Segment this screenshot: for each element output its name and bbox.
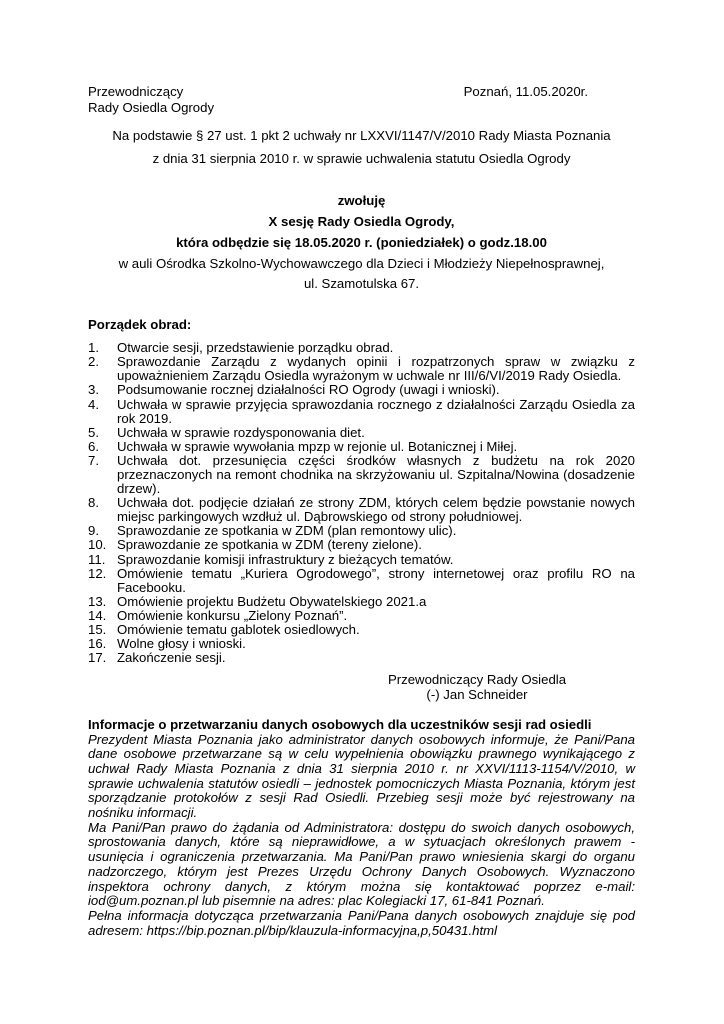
privacy-paragraph: Prezydent Miasta Poznania jako administrator danych osobowych informuje, że Pani/Pana dane osobowe przetwarzane są w celu wypełnienia obowiązku prawnego wynikającego z uchwał Rady Miasta Poznania z dnia 31 sierpnia 2010 r. nr XXVI/1113-1154/V/2010, w sprawie uchwalenia statutów osiedli – jednostek pomocniczych Miasta Poznania, którym jest sporządzanie protokołów z sesji Rad Osiedli. Przebieg sesji może być rejestrowany na nośniku informacji. [88, 731, 635, 821]
sender-organization: Rady Osiedla Ogrody [88, 99, 215, 115]
document-header [88, 84, 635, 115]
convocation-verb: zwołuję [337, 193, 386, 209]
agenda-item: Sprawozdanie ze spotkania w ZDM (tereny zielone). [117, 537, 422, 553]
sender-block [88, 84, 214, 115]
agenda-item: Sprawozdanie Zarządu z wydanych opinii i rozpatrzonych spraw w związku z upoważnieniem Zarządu Osiedla wyrażonym w uchwale nr III/6/VI/2019 Rady Osiedla. [117, 354, 635, 384]
privacy-heading: Informacje o przetwarzaniu danych osobowych dla uczestników sesji rad osiedli [88, 717, 592, 733]
legal-basis-line-2: z dnia 31 sierpnia 2010 r. w sprawie uchwalenia statutu Osiedla Ogrody [152, 151, 571, 167]
agenda-section [88, 317, 635, 665]
agenda-heading: Porządek obrad: [88, 317, 192, 333]
privacy-paragraph: Ma Pani/Pan prawo do żądania od Administratora: dostępu do swoich danych osobowych, sprostowania danych, które są nieprawidłowe, a w sytuacjach określonych prawem - usunięcia i ograniczenia przetwarzania. Ma Pani/Pan prawo wniesienia skargi do organu nadzorczego, którym jest Prezes Urzędu Ochrony Danych Osobowych. Wyznaczono inspektora ochrony danych, z którym można się kontaktować poprzez e-mail: iod@um.poznan.pl lub pisemnie na adres: plac Kolegiacki 17, 61-841 Poznań. [88, 819, 635, 909]
privacy-notice [88, 717, 635, 938]
agenda-list [88, 341, 635, 665]
agenda-item: Uchwała w sprawie wywołania mpzp w rejonie ul. Botanicznej i Miłej. [117, 438, 518, 454]
agenda-item: Uchwała w sprawie rozdysponowania diet. [117, 424, 365, 440]
agenda-item: Uchwała dot. przesunięcia części środków własnych z budżetu na rok 2020 przeznaczonych na remont chodnika na skrzyżowaniu ul. Szpitalna/Nowina (dosadzenie drzew). [117, 452, 635, 497]
session-datetime: która odbędzie się 18.05.2020 r. (poniedziałek) o godz.18.00 [176, 234, 547, 250]
legal-basis [88, 124, 635, 170]
agenda-item: Omówienie konkursu „Zielony Poznań”. [117, 607, 348, 623]
agenda-item: Wolne głosy i wnioski. [117, 636, 246, 652]
privacy-paragraph: Pełna informacja dotycząca przetwarzania Pani/Pana danych osobowych znajduje się pod adresem: https://bip.poznan.pl/bip/klauzula-informacyjna,p,50431.html [88, 907, 635, 938]
agenda-item: Sprawozdanie ze spotkania w ZDM (plan remontowy ulic). [117, 523, 457, 539]
agenda-item: Uchwała dot. podjęcie działań ze strony ZDM, których celem będzie powstanie nowych miejsc parkingowych wzdłuż ul. Dąbrowskiego od strony południowej. [117, 495, 635, 525]
legal-basis-line-1: Na podstawie § 27 ust. 1 pkt 2 uchwały nr LXXVI/1147/V/2010 Rady Miasta Poznania [112, 128, 611, 144]
session-title: X sesję Rady Osiedla Ogrody, [268, 213, 455, 229]
session-venue: w auli Ośrodka Szkolno-Wychowawczego dla Dzieci i Młodzieży Niepełnosprawnej, [118, 255, 605, 271]
sender-title: Przewodniczący [88, 84, 184, 99]
signature-title: Przewodniczący Rady Osiedla [387, 672, 567, 688]
agenda-item: Podsumowanie rocznej działalności RO Ogrody (uwagi i wnioski). [117, 382, 500, 398]
agenda-item: Omówienie tematu „Kuriera Ogrodowego”, strony internetowej oraz profilu RO na Facebooku. [117, 565, 635, 595]
agenda-item: Zakończenie sesji. [117, 650, 226, 666]
agenda-item: Uchwała w sprawie przyjęcia sprawozdania rocznego z działalności Zarządu Osiedla za rok 2019. [117, 396, 635, 426]
agenda-item: Omówienie projektu Budżetu Obywatelskiego 2021.a [117, 593, 427, 609]
agenda-item: Otwarcie sesji, przedstawienie porządku obrad. [117, 340, 394, 356]
agenda-item: Sprawozdanie komisji infrastruktury z bieżących tematów. [117, 551, 454, 567]
signature-block [347, 672, 607, 702]
signature-name: (-) Jan Schneider [426, 687, 528, 703]
convocation-block [88, 191, 635, 295]
place-and-date: Poznań, 11.05.2020r. [463, 84, 588, 99]
session-address: ul. Szamotulska 67. [303, 276, 420, 292]
agenda-item: Omówienie tematu gablotek osiedlowych. [117, 622, 360, 638]
